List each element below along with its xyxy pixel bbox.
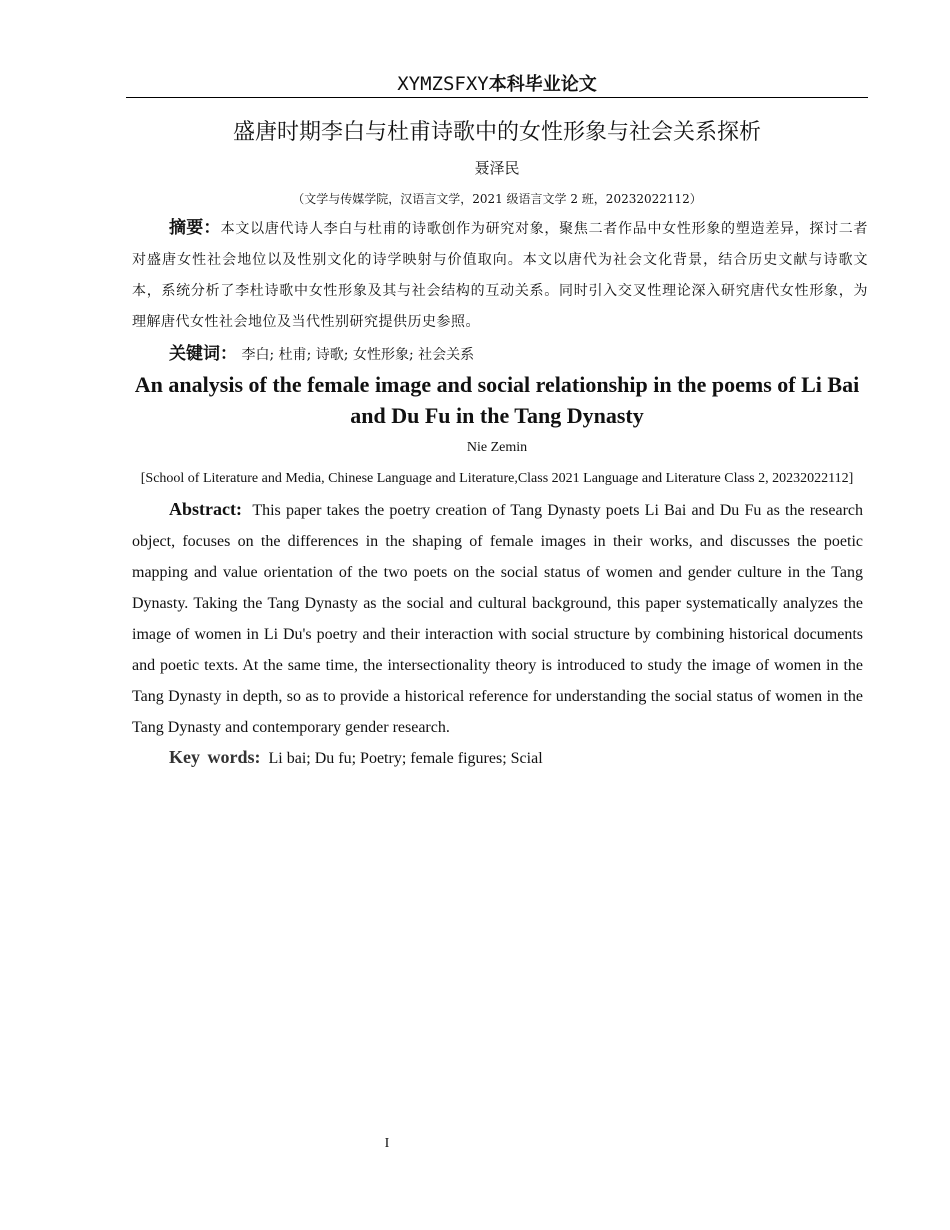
chinese-abstract-text: 本文以唐代诗人李白与杜甫的诗歌创作为研究对象，聚焦二者作品中女性形象的塑造差异，探讨二者对盛唐女性社会地位以及性别文化的诗学映射与价值取向。本文以唐代为社会文化背景，结合历史文献与诗歌文本，系统分析了李杜诗歌中女性形象及其与社会结构的互动关系。同时引入交叉性理论深入研究唐代女性形象，为理解唐代女性社会地位及当代性别研究提供历史参照。 — [132, 221, 869, 330]
chinese-affiliation: （文学与传媒学院，汉语言文学，2021 级语言文学 2 班，20232022112） — [292, 192, 702, 206]
header-code: XYMZSFXY — [397, 73, 489, 95]
header-rule — [126, 97, 868, 98]
chinese-author: 聂泽民 — [474, 159, 520, 177]
header-label: 本科毕业论文 — [488, 74, 597, 95]
chinese-abstract — [132, 213, 868, 338]
chinese-keywords — [169, 339, 869, 370]
english-abstract-text: This paper takes the poetry creation of Tang Dynasty poets Li Bai and Du Fu as the research object, focuses on the differences in the shaping of female images in their works, and discusses the poetic mapping and value orientation of the two poets on the social status of women and gender culture in the Tang Dynasty. Taking the Tang Dynasty as the social and cultural background, this paper systematically analyzes the image of women in Li Du's poetry and their interaction with social structure by combining historical documents and poetic texts. At the same time, the intersectionality theory is introduced to study the image of women in the Tang Dynasty in depth, so as to provide a historical reference for understanding the social status of women in the Tang Dynasty and contemporary gender research. — [132, 502, 864, 736]
english-abstract-label: Abstract: — [169, 499, 242, 519]
page-number: I — [384, 1136, 390, 1151]
running-header — [126, 68, 868, 98]
chinese-abstract-label: 摘要： — [169, 218, 221, 238]
chinese-title: 盛唐时期李白与杜甫诗歌中的女性形象与社会关系探析 — [232, 120, 761, 145]
english-title: An analysis of the female image and social relationship in the poems of Li Bai and Du Fu in the Tang Dynasty — [134, 372, 860, 428]
english-keywords-text: Li bai; Du fu; Poetry; female figures; Scial — [268, 750, 543, 767]
english-keywords-label: Key words: — [169, 747, 261, 767]
chinese-keywords-label: 关键词： — [169, 344, 237, 364]
chinese-keywords-text: 李白; 杜甫; 诗歌; 女性形象; 社会关系 — [241, 347, 475, 363]
english-abstract — [132, 494, 863, 743]
english-keywords — [169, 742, 869, 774]
english-affiliation: [School of Literature and Media, Chinese Language and Literature,Class 2021 Language and Literature Class 2, 20232022112] — [140, 471, 854, 486]
english-author: Nie Zemin — [466, 440, 528, 455]
